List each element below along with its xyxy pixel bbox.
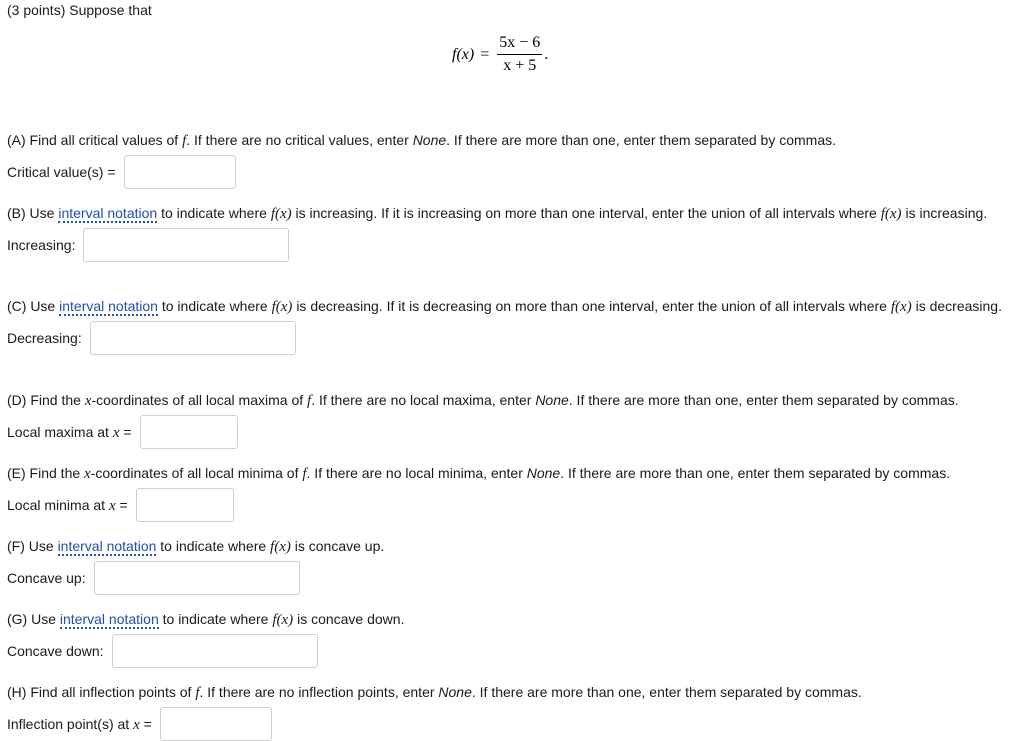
question-h-fn: f <box>195 685 200 701</box>
formula-denominator: x + 5 <box>503 57 537 74</box>
question-a-suffix: . If there are no critical values, enter <box>186 132 409 148</box>
question-b <box>7 203 1012 262</box>
question-f-text <box>7 536 1012 557</box>
formula-equals: = <box>480 45 490 63</box>
question-f-fx: f(x) <box>270 539 291 555</box>
question-c-fx: f(x) <box>271 299 293 315</box>
question-h <box>7 682 1012 741</box>
question-c-text <box>7 296 1012 317</box>
question-c-answer-row <box>7 321 1012 355</box>
interval-notation-link-f[interactable]: interval notation <box>57 538 157 554</box>
interval-notation-link-c[interactable]: interval notation <box>59 298 158 314</box>
question-e-prefix: (E) Find the <box>7 465 81 481</box>
inflection-label-text: Inflection point(s) at <box>7 715 130 732</box>
concave-down-input[interactable] <box>112 634 318 668</box>
inflection-label <box>7 714 152 735</box>
question-h-suffix: . If there are no inflection points, enter <box>199 684 435 700</box>
local-minima-label-text: Local minima at <box>7 496 106 513</box>
local-minima-input[interactable] <box>136 488 234 522</box>
question-d-none: None <box>535 392 569 408</box>
question-d <box>7 390 1012 449</box>
question-e-suffix: . If there are no local minima, enter <box>306 465 523 481</box>
question-g <box>7 609 1012 668</box>
inflection-input[interactable] <box>160 707 272 741</box>
question-b-answer-row <box>7 228 1012 262</box>
question-d-prefix: (D) Find the <box>7 392 81 408</box>
question-d-tail: . If there are more than one, enter them separated by commas. <box>568 392 959 408</box>
question-b-fx: f(x) <box>270 206 292 222</box>
question-h-answer-row <box>7 707 1012 741</box>
inflection-x: x <box>133 716 140 733</box>
concave-up-input[interactable] <box>94 561 300 595</box>
question-b-text <box>7 203 1012 224</box>
question-c-prefix: (C) Use <box>7 298 56 314</box>
question-c-mid2: is decreasing. If it is decreasing on more than one interval, enter the union of all intervals where <box>296 298 887 314</box>
critical-values-label: Critical value(s) = <box>7 164 116 180</box>
question-a-none: None <box>412 132 447 148</box>
interval-notation-link-b[interactable]: interval notation <box>58 205 158 221</box>
question-g-fx: f(x) <box>272 612 294 628</box>
question-e-fn: f <box>302 466 307 482</box>
question-f-prefix: (F) Use <box>7 538 54 554</box>
question-d-suffix: . If there are no local maxima, enter <box>311 392 532 408</box>
question-h-none: None <box>438 684 472 700</box>
decreasing-input[interactable] <box>90 321 296 355</box>
question-d-mid: -coordinates of all local maxima of <box>91 392 304 408</box>
formula-fraction <box>497 34 542 75</box>
question-g-prefix: (G) Use <box>7 611 56 627</box>
question-g-answer-row <box>7 634 1012 668</box>
formula-period: . <box>544 45 549 63</box>
question-f-tail: is concave up. <box>294 538 385 554</box>
question-a-prefix: (A) Find all critical values of <box>7 132 179 148</box>
question-c-fx-2: f(x) <box>890 299 912 315</box>
local-maxima-eq: = <box>123 423 132 440</box>
question-e-x: x <box>84 466 91 482</box>
increasing-label: Increasing: <box>7 237 76 253</box>
question-f <box>7 536 1012 595</box>
formula-lhs: f(x) <box>452 45 475 63</box>
question-e-answer-row <box>7 488 1012 522</box>
question-b-mid: to indicate where <box>161 205 267 221</box>
interval-notation-link-g[interactable]: interval notation <box>59 611 159 627</box>
concave-down-label: Concave down: <box>7 643 104 659</box>
local-minima-label <box>7 495 128 516</box>
question-b-mid2: is increasing. If it is increasing on more than one interval, enter the union of all intervals where <box>295 205 877 221</box>
question-a-tail: . If there are more than one, enter them separated by commas. <box>446 132 837 148</box>
question-g-mid: to indicate where <box>162 611 269 627</box>
question-d-answer-row <box>7 415 1012 449</box>
formula-numerator: 5x − 6 <box>497 34 542 55</box>
question-e-none: None <box>526 465 561 481</box>
question-a-fn: f <box>182 133 187 149</box>
question-a <box>7 130 1012 189</box>
question-g-text <box>7 609 1012 630</box>
question-a-answer-row <box>7 155 1012 189</box>
function-formula <box>452 34 548 75</box>
inflection-eq: = <box>143 715 152 732</box>
local-maxima-x: x <box>112 424 120 441</box>
question-f-mid: to indicate where <box>160 538 267 554</box>
local-minima-x: x <box>108 497 116 514</box>
question-h-text <box>7 682 1012 703</box>
question-d-text <box>7 390 1012 411</box>
increasing-input[interactable] <box>83 228 289 262</box>
question-b-prefix: (B) Use <box>7 205 55 221</box>
local-maxima-label-text: Local maxima at <box>7 423 109 440</box>
problem-header: (3 points) Suppose that <box>7 2 152 18</box>
question-g-tail: is concave down. <box>297 611 405 627</box>
question-c-tail: is decreasing. <box>915 298 1002 314</box>
question-c-mid: to indicate where <box>161 298 268 314</box>
question-h-tail: . If there are more than one, enter them separated by commas. <box>471 684 862 700</box>
question-d-x: x <box>84 393 92 409</box>
question-e <box>7 463 1012 522</box>
decreasing-label: Decreasing: <box>7 330 82 346</box>
question-e-tail: . If there are more than one, enter them separated by commas. <box>560 465 951 481</box>
concave-up-label: Concave up: <box>7 570 86 586</box>
question-h-prefix: (H) Find all inflection points of <box>7 684 192 700</box>
question-e-text <box>7 463 1012 484</box>
local-minima-eq: = <box>119 496 128 513</box>
question-e-mid: -coordinates of all local minima of <box>90 465 299 481</box>
question-c <box>7 296 1012 355</box>
question-f-answer-row <box>7 561 1012 595</box>
question-d-fn: f <box>307 393 312 409</box>
question-b-fx-2: f(x) <box>880 206 902 222</box>
local-maxima-input[interactable] <box>140 415 238 449</box>
critical-values-input[interactable] <box>124 155 236 189</box>
question-a-text <box>7 130 1012 151</box>
question-b-tail: is increasing. <box>905 205 988 221</box>
local-maxima-label <box>7 422 132 443</box>
